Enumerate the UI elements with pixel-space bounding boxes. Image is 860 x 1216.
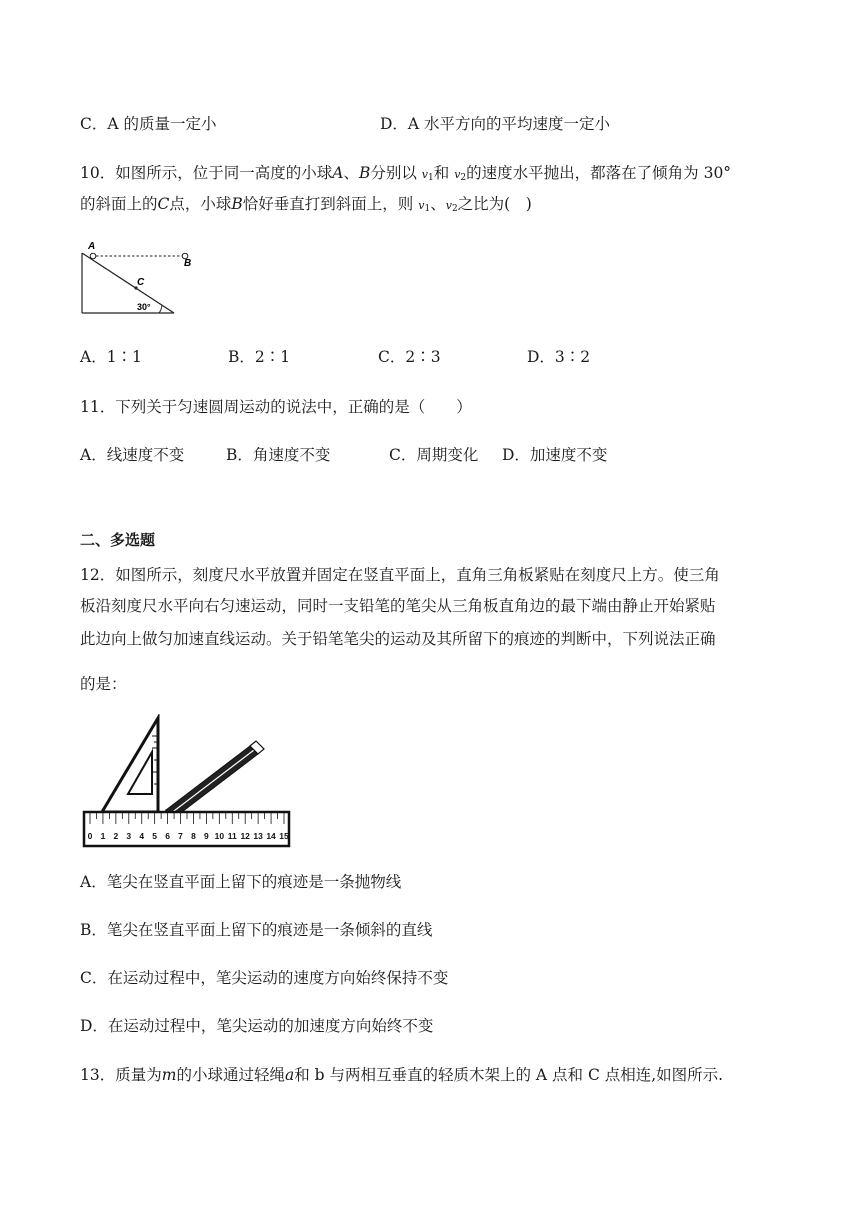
label-c: C (137, 277, 145, 288)
ruler-number: 0 (87, 831, 93, 841)
q12-ruler-figure (80, 714, 295, 850)
q12-stem-line3: 此边向上做匀加速直线运动。关于铅笔笔尖的运动及其所留下的痕迹的判断中，下列说法正确 (80, 630, 716, 648)
q9-option-c: C．A 的质量一定小 (80, 115, 217, 133)
q10-stem-line1: 10．如图所示，位于同一高度的小球A、B分别以 $v_1$和 $v_2$的速度水平抛出，都落在了倾角为 30° (80, 164, 732, 183)
ball-a-icon (90, 253, 96, 259)
ruler-number: 6 (165, 831, 170, 841)
ruler-number: 9 (204, 831, 209, 841)
ruler-number: 13 (253, 831, 263, 841)
section-title: 二、多选题 (80, 531, 156, 549)
ruler-number: 10 (214, 831, 225, 841)
label-a: A (88, 241, 96, 252)
q10-option-d: D．3∶2 (527, 348, 591, 366)
q10-option-c: C．2∶3 (378, 348, 441, 366)
q11-option-d: D．加速度不变 (502, 446, 608, 464)
q12-option-c: C．在运动过程中，笔尖运动的速度方向始终保持不变 (80, 969, 449, 987)
ruler-number: 12 (240, 831, 250, 841)
q12-option-a: A．笔尖在竖直平面上留下的痕迹是一条抛物线 (80, 873, 402, 891)
q10-option-a: A．1∶1 (80, 348, 142, 366)
q12-stem-line1: 12．如图所示，刻度尺水平放置并固定在竖直平面上，直角三角板紧贴在刻度尺上方。使三角 (80, 566, 720, 584)
ruler-number: 7 (178, 831, 183, 841)
angle-label: 30° (137, 302, 151, 312)
q11-option-c: C．周期变化 (389, 446, 479, 464)
ruler-number: 3 (126, 831, 132, 841)
ruler-number: 1 (100, 831, 106, 841)
q11-option-a: A．线速度不变 (80, 446, 185, 464)
q10-option-b: B．2∶1 (228, 348, 291, 366)
q11-option-b: B．角速度不变 (226, 446, 331, 464)
q11-stem: 11．下列关于匀速圆周运动的说法中，正确的是（ ） (80, 398, 472, 416)
ruler-number: 11 (227, 831, 237, 841)
q9-option-d: D．A 水平方向的平均速度一定小 (380, 115, 611, 133)
q10-stem-line2: 的斜面上的C点，小球B恰好垂直打到斜面上，则 $v_1$、$v_2$之比为( ) (80, 195, 532, 214)
q13-stem: 13．质量为m的小球通过轻绳a和 b 与两相互垂直的轻质木架上的 A 点和 C 点相连,如图所示. (80, 1066, 724, 1084)
q12-option-d: D．在运动过程中，笔尖运动的加速度方向始终不变 (80, 1017, 434, 1035)
pencil-icon (160, 741, 264, 822)
q10-incline-figure (74, 238, 210, 320)
q12-option-b: B．笔尖在竖直平面上留下的痕迹是一条倾斜的直线 (80, 921, 433, 939)
ruler-number: 5 (152, 831, 158, 841)
q12-stem-line2: 板沿刻度尺水平向右匀速运动，同时一支铅笔的笔尖从三角板直角边的最下端由静止开始紧贴 (80, 597, 716, 615)
ruler-number: 4 (139, 831, 145, 841)
label-b: B (184, 258, 192, 269)
ruler-number: 14 (266, 831, 276, 841)
q12-stem-line4: 的是： (80, 675, 127, 693)
ruler-number: 8 (191, 831, 196, 841)
ruler-number: 2 (113, 831, 119, 841)
ruler-number: 15 (279, 831, 289, 841)
